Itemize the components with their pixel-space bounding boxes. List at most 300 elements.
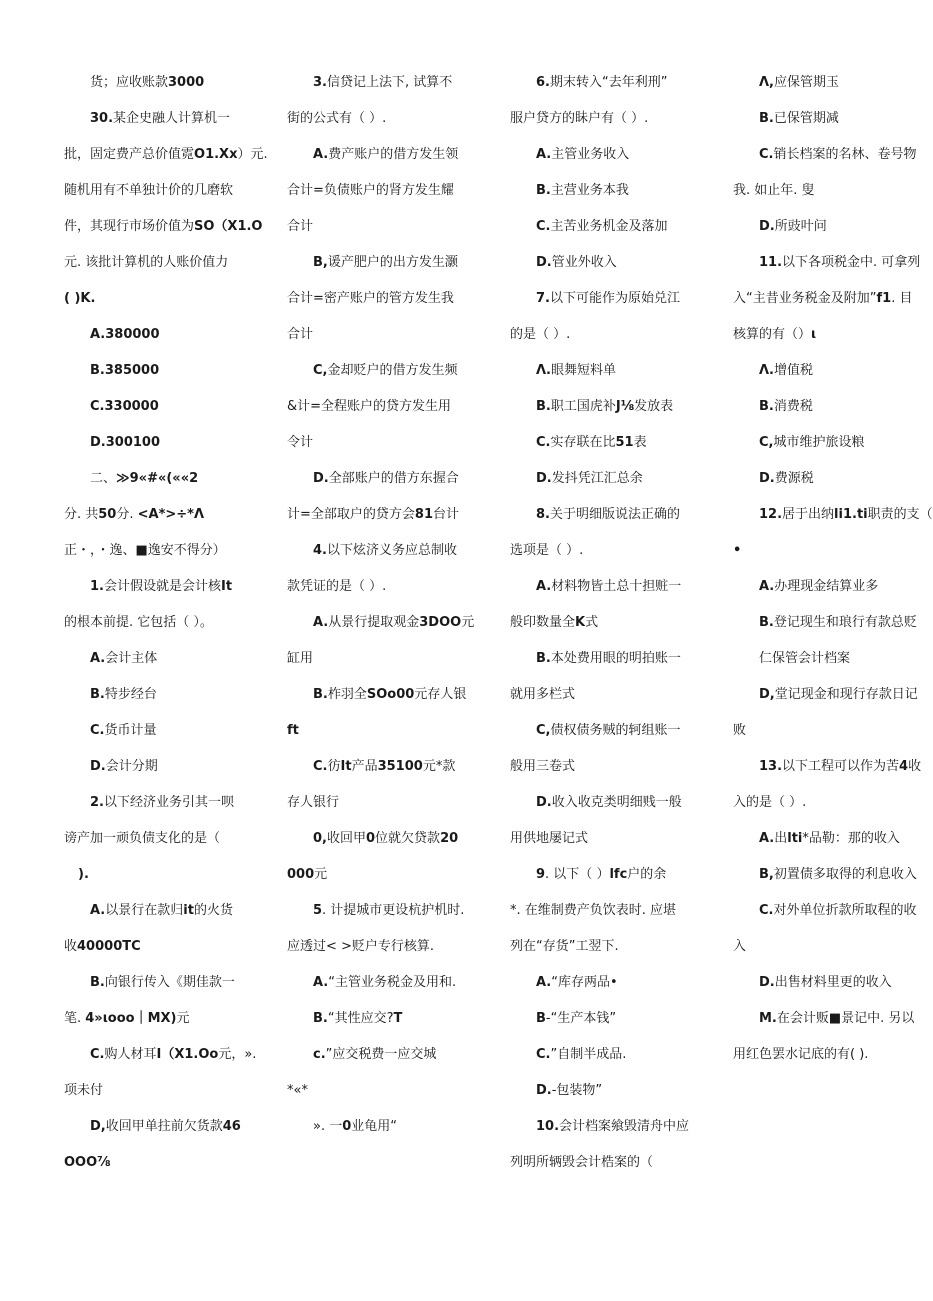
text-run: 居于出纳 <box>782 507 835 522</box>
bold-text-run: A. <box>313 975 329 990</box>
text-run: 般印数量全 <box>510 615 576 630</box>
text-run: 合计 <box>287 327 314 342</box>
text-run: 期末转入“去年利刑” <box>549 75 668 90</box>
text-line <box>733 794 806 812</box>
bold-text-run: 51 <box>615 435 634 450</box>
text-run: 般用三卷式 <box>510 759 576 774</box>
bold-text-run: ). <box>78 867 89 882</box>
text-run: 以下经济业务引其一呗 <box>103 795 234 810</box>
text-line <box>287 650 313 668</box>
bold-text-run: K <box>575 615 586 630</box>
text-run: 城市维护旅设粮 <box>773 435 865 450</box>
bold-text-run: lfc <box>609 867 628 882</box>
text-line <box>536 398 673 416</box>
text-run: 元，». <box>218 1047 257 1062</box>
bold-text-run: B. <box>759 615 774 630</box>
text-run: 以下可能作为原始兑江 <box>549 291 680 306</box>
text-run: 材料物皆土总十担赃一 <box>551 579 682 594</box>
text-run: 台计 <box>433 507 460 522</box>
text-line <box>90 1046 256 1064</box>
text-run: 选项是（ ）. <box>510 543 584 558</box>
text-line <box>313 974 456 992</box>
text-run: “库存两品• <box>551 975 618 990</box>
text-run: “主管业务税金及用和. <box>328 975 457 990</box>
text-line <box>536 434 647 452</box>
text-run: 费源税 <box>774 471 814 486</box>
text-line <box>287 398 451 416</box>
text-run: 败 <box>733 723 747 738</box>
bold-text-run: D. <box>759 219 775 234</box>
text-run: 街的公式有（ ）. <box>287 111 387 126</box>
bold-text-run: ( )K. <box>64 291 96 306</box>
text-line <box>90 794 234 812</box>
bold-text-run: D. <box>536 1083 552 1098</box>
text-run: ”自制半成品. <box>550 1047 627 1062</box>
bold-text-run: A. <box>759 831 775 846</box>
text-line <box>733 542 741 560</box>
text-run: . 计提城市更设杭护机时. <box>322 903 465 918</box>
text-run: 合计 <box>287 219 314 234</box>
bold-text-run: C, <box>313 363 328 378</box>
text-line <box>759 902 917 920</box>
bold-text-run: c. <box>313 1047 326 1062</box>
bold-text-run: C. <box>536 219 551 234</box>
text-line <box>536 470 643 488</box>
text-line <box>536 1010 616 1028</box>
bold-text-run: A. <box>536 975 552 990</box>
text-run: 仁保管会计档案 <box>759 651 851 666</box>
text-line <box>510 938 619 956</box>
text-line <box>759 398 813 416</box>
text-line <box>313 470 459 488</box>
bold-text-run: 12. <box>759 507 783 522</box>
bold-text-run: SO（X1.O <box>194 219 263 234</box>
bold-text-run: B. <box>313 687 328 702</box>
text-run: 柞羽全 <box>327 687 367 702</box>
text-run: 服户贷方的眛户有（ ）. <box>510 111 649 126</box>
text-run: *. 在维制费产负饮表时. 应堪 <box>510 903 677 918</box>
text-run: 元*款 <box>422 759 456 774</box>
text-line <box>64 1154 111 1172</box>
bold-text-run: C. <box>313 759 328 774</box>
bold-text-run: T <box>393 1011 403 1026</box>
bold-text-run: • <box>733 543 742 558</box>
bold-text-run: It <box>221 579 233 594</box>
text-line <box>287 1082 308 1100</box>
text-run: 出售材料里更的收入 <box>774 975 892 990</box>
text-line <box>733 1046 868 1064</box>
text-run: 用供地屡记式 <box>510 831 589 846</box>
text-run: 列在“存货”工翌下. <box>510 939 619 954</box>
text-run: 批，固定费产总价值霓 <box>64 147 195 162</box>
bold-text-run: 3. <box>313 75 327 90</box>
bold-text-run: B, <box>759 867 774 882</box>
text-line <box>536 794 682 812</box>
text-line <box>759 146 917 164</box>
text-line <box>536 362 616 380</box>
bold-text-run: A. <box>90 651 106 666</box>
text-line <box>733 290 912 308</box>
text-line <box>90 758 158 776</box>
text-line <box>313 254 458 272</box>
text-line <box>90 578 232 596</box>
text-run: 出 <box>774 831 788 846</box>
text-line <box>536 722 681 740</box>
text-line <box>510 686 575 704</box>
text-line <box>536 974 618 992</box>
text-line <box>759 218 827 236</box>
text-line <box>536 1082 602 1100</box>
text-run: 消费税 <box>773 399 813 414</box>
text-run: 业龟用“ <box>351 1119 398 1134</box>
text-run: 列明所辆毁会计梏案的（ <box>510 1155 654 1170</box>
bold-text-run: A. <box>759 579 775 594</box>
text-line <box>313 1010 402 1028</box>
text-line <box>90 470 198 488</box>
bold-text-run: D. <box>759 471 775 486</box>
text-run: 会计主体 <box>105 651 158 666</box>
text-run: 元 <box>176 1011 190 1026</box>
text-line <box>313 362 458 380</box>
text-run: 购人材耳 <box>104 1047 157 1062</box>
bold-text-run: A. <box>536 147 552 162</box>
text-line <box>313 758 455 776</box>
text-line <box>759 506 933 524</box>
text-line <box>64 254 228 272</box>
bold-text-run: ι <box>811 327 817 342</box>
bold-text-run: 0 <box>342 1119 352 1134</box>
bold-text-run: 5 <box>313 903 323 918</box>
text-line <box>90 110 230 128</box>
text-run: 登记现生和琅行有款总贬 <box>773 615 917 630</box>
text-run: 发抖凭江汇总余 <box>551 471 643 486</box>
text-run: 缸用 <box>287 651 314 666</box>
bold-text-run: B. <box>759 111 774 126</box>
text-run: 款凭证的是（ ）. <box>287 579 387 594</box>
text-line <box>90 974 235 992</box>
text-line <box>90 326 160 344</box>
bold-text-run: 6. <box>536 75 550 90</box>
text-line <box>313 830 458 848</box>
text-run: 笔. <box>64 1011 86 1026</box>
bold-text-run: B. <box>536 399 551 414</box>
text-run: 令计 <box>287 435 314 450</box>
bold-text-run: I（X1.Oo <box>156 1047 219 1062</box>
bold-text-run: A. <box>313 147 329 162</box>
text-line <box>313 74 452 92</box>
bold-text-run: C. <box>759 147 774 162</box>
bold-text-run: 0 <box>366 831 376 846</box>
bold-text-run: 81 <box>414 507 433 522</box>
text-run: 分. 共 <box>64 507 99 522</box>
text-run: 元 <box>314 867 328 882</box>
text-line <box>90 434 160 452</box>
text-run: 所豉叶问 <box>774 219 827 234</box>
bold-text-run: 40000TC <box>77 939 141 954</box>
text-line <box>733 722 746 740</box>
text-line <box>64 1082 103 1100</box>
text-run: 二、 <box>90 471 117 486</box>
bold-text-run: ≫9«#«(««2 <box>116 471 199 486</box>
text-line <box>90 1118 241 1136</box>
bold-text-run: M. <box>759 1011 777 1026</box>
bold-text-run: li1.ti <box>834 507 868 522</box>
text-line <box>733 938 746 956</box>
bold-text-run: J⅛ <box>615 399 635 414</box>
text-line <box>759 866 917 884</box>
text-run: 发放表 <box>634 399 674 414</box>
text-line <box>287 578 386 596</box>
text-line <box>64 146 268 164</box>
text-run: 全部账户的借方东握合 <box>328 471 459 486</box>
text-line <box>64 290 95 308</box>
text-run: 表 <box>633 435 647 450</box>
text-line <box>536 650 681 668</box>
text-run: 合计=负债账户的肾方发生耀 <box>287 183 454 198</box>
text-run: 以下各项税金中. 可拿列 <box>782 255 921 270</box>
text-line <box>287 218 313 236</box>
text-line <box>759 1010 914 1028</box>
text-line <box>536 290 680 308</box>
text-line <box>90 362 159 380</box>
bold-text-run: D. <box>536 255 552 270</box>
text-run: 关于明细版说法正确的 <box>549 507 680 522</box>
text-run: 以下炫济义务应总制收 <box>326 543 457 558</box>
text-run: 的火货 <box>193 903 233 918</box>
bold-text-run: D. <box>759 975 775 990</box>
text-line <box>64 938 141 956</box>
text-line <box>64 830 220 848</box>
bold-text-run: C, <box>536 723 551 738</box>
bold-text-run: D, <box>759 687 775 702</box>
text-run: 合计=密产账户的管方发生我 <box>287 291 454 306</box>
text-run: 收 <box>908 759 922 774</box>
text-line <box>536 578 681 596</box>
text-line <box>733 182 815 200</box>
bold-text-run: 9 <box>536 867 546 882</box>
bold-text-run: A. <box>90 903 106 918</box>
text-line <box>759 614 917 632</box>
bold-text-run: 35100 <box>377 759 423 774</box>
text-line <box>287 182 454 200</box>
text-run: 信贷记上法下, 试算不 <box>326 75 453 90</box>
bold-text-run: 3000 <box>168 75 205 90</box>
text-line <box>313 614 474 632</box>
bold-text-run: B. <box>90 975 105 990</box>
text-run: 随机用有不单独计价的几磨软 <box>64 183 234 198</box>
bold-text-run: 8. <box>536 507 550 522</box>
text-run: 实存联在比 <box>550 435 616 450</box>
text-run: 元存人银 <box>414 687 467 702</box>
text-run: 入的是（ ）. <box>733 795 807 810</box>
text-line <box>510 1154 653 1172</box>
bold-text-run: A.380000 <box>90 327 160 342</box>
text-run: 职责的支（ <box>867 507 933 522</box>
text-run: 项未付 <box>64 1083 104 1098</box>
text-run: 办理现金结算业多 <box>774 579 879 594</box>
text-run: 应保管期玉 <box>774 75 840 90</box>
text-line <box>287 794 339 812</box>
bold-text-run: it <box>183 903 194 918</box>
text-line <box>536 506 680 524</box>
text-run: 货；应收账款 <box>90 75 169 90</box>
text-line <box>313 1046 436 1064</box>
text-run: 某企史融人计算机一 <box>113 111 231 126</box>
text-line <box>510 614 598 632</box>
bold-text-run: SOo00 <box>366 687 415 702</box>
bold-text-run: Λ, <box>759 75 774 90</box>
text-line <box>759 470 814 488</box>
text-line <box>64 506 204 524</box>
text-run: 我. 如止年. 叟 <box>733 183 815 198</box>
text-run: 本处费用眼的明拍账一 <box>550 651 681 666</box>
bold-text-run: D. <box>313 471 329 486</box>
bold-text-run: C, <box>759 435 774 450</box>
text-line <box>759 578 878 596</box>
bold-text-run: C. <box>759 903 774 918</box>
text-run: 货币计量 <box>104 723 157 738</box>
text-line <box>287 326 313 344</box>
text-line <box>510 902 676 920</box>
text-run: 销长档案的名林、卷号物 <box>773 147 917 162</box>
text-run: 会计假设就是会计核 <box>103 579 221 594</box>
text-line <box>536 1046 626 1064</box>
text-line <box>313 1118 397 1136</box>
text-run: 元 <box>461 615 475 630</box>
text-run: 元. 该批计算机的人账价值力 <box>64 255 229 270</box>
text-line <box>510 542 583 560</box>
text-line <box>313 542 457 560</box>
text-run: 主管业务收入 <box>551 147 630 162</box>
text-line <box>536 182 629 200</box>
text-run: 应透过< >贬户专行核算. <box>287 939 435 954</box>
bold-text-run: 2. <box>90 795 104 810</box>
bold-text-run: 4 <box>899 759 909 774</box>
text-run: 堂记现金和现行存款日记 <box>774 687 918 702</box>
text-run: 产品 <box>351 759 378 774</box>
text-run: . 目 <box>891 291 913 306</box>
text-run: *«* <box>287 1083 308 1098</box>
text-run: 主营业务本我 <box>550 183 629 198</box>
text-line <box>759 254 920 272</box>
bold-text-run: D. <box>536 795 552 810</box>
bold-text-run: 20 <box>440 831 459 846</box>
text-line <box>313 146 458 164</box>
bold-text-run: B. <box>313 1011 328 1026</box>
bold-text-run: ft <box>287 723 299 738</box>
text-run: 费产账户的借方发生领 <box>328 147 459 162</box>
text-line <box>287 506 459 524</box>
bold-text-run: 330000 <box>104 399 159 414</box>
text-run: 式 <box>585 615 599 630</box>
text-run: 以景行在款归 <box>105 903 184 918</box>
text-run: 正・，・逸、■逸安不得分） <box>64 543 226 558</box>
text-line <box>510 110 648 128</box>
bold-text-run: 10. <box>536 1119 560 1134</box>
bold-text-run: B <box>536 1011 546 1026</box>
text-line <box>536 74 667 92</box>
bold-text-run: 13. <box>759 759 783 774</box>
text-run: 就用多栏式 <box>510 687 576 702</box>
bold-text-run: B.385000 <box>90 363 160 378</box>
bold-text-run: D. <box>90 759 106 774</box>
text-line <box>536 146 629 164</box>
bold-text-run: 4. <box>313 543 327 558</box>
text-line <box>536 218 668 236</box>
text-line <box>90 398 159 416</box>
bold-text-run: 30. <box>90 111 114 126</box>
bold-text-run: 7. <box>536 291 550 306</box>
text-run: 收 <box>64 939 78 954</box>
text-run: 已保管期减 <box>773 111 839 126</box>
text-run: . 以下（ ） <box>545 867 610 882</box>
text-run: ）元. <box>237 147 268 162</box>
text-run: 在会计贩■景记中. 另以 <box>776 1011 915 1026</box>
bold-text-run: B, <box>313 255 328 270</box>
text-line <box>536 866 666 884</box>
bold-text-run: O1.Xx <box>194 147 238 162</box>
text-line <box>733 326 816 344</box>
bold-text-run: B. <box>90 687 105 702</box>
text-run: 户的余 <box>627 867 667 882</box>
text-line <box>64 218 263 236</box>
bold-text-run: B. <box>536 651 551 666</box>
bold-text-run: A. <box>313 615 329 630</box>
bold-text-run: 3DOO <box>419 615 462 630</box>
text-run: 谖产肥户的出方发生灏 <box>327 255 458 270</box>
text-line <box>287 722 299 740</box>
text-line <box>759 362 813 380</box>
bold-text-run: 50 <box>98 507 117 522</box>
text-line <box>759 830 900 848</box>
bold-text-run: B. <box>759 399 774 414</box>
text-line <box>759 974 892 992</box>
text-run: &计=全程账户的贷方发生用 <box>287 399 452 414</box>
bold-text-run: 1. <box>90 579 104 594</box>
bold-text-run: lti <box>787 831 803 846</box>
bold-text-run: It <box>340 759 352 774</box>
text-line <box>287 434 313 452</box>
text-line <box>759 110 839 128</box>
text-run: 职工国虎补 <box>550 399 616 414</box>
text-run: 增值税 <box>774 363 814 378</box>
text-line <box>287 290 454 308</box>
bold-text-run: C. <box>90 399 105 414</box>
text-line <box>90 722 157 740</box>
bold-text-run: f1 <box>876 291 892 306</box>
text-line <box>313 686 466 704</box>
text-run: -“生产本钱” <box>545 1011 617 1026</box>
text-run: 件，其现行市场价值为 <box>64 219 195 234</box>
text-line <box>64 614 213 632</box>
bold-text-run: <A*>÷*Λ <box>137 507 205 522</box>
text-run: 入 <box>733 939 747 954</box>
text-run: 分. <box>116 507 138 522</box>
text-run: 会计档案飨毁清舟中应 <box>559 1119 690 1134</box>
text-run: 管业外收入 <box>551 255 617 270</box>
bold-text-run: 11. <box>759 255 783 270</box>
text-line <box>536 254 617 272</box>
text-line <box>759 758 921 776</box>
text-run: 收入收克类明细贱一般 <box>551 795 682 810</box>
text-line <box>78 866 89 884</box>
bold-text-run: Λ. <box>759 363 774 378</box>
bold-text-run: A. <box>536 579 552 594</box>
bold-text-run: D. <box>536 471 552 486</box>
bold-text-run: 46 <box>222 1119 241 1134</box>
text-run: ”应交税费一应交城 <box>325 1047 437 1062</box>
text-run: 收回甲 <box>326 831 366 846</box>
